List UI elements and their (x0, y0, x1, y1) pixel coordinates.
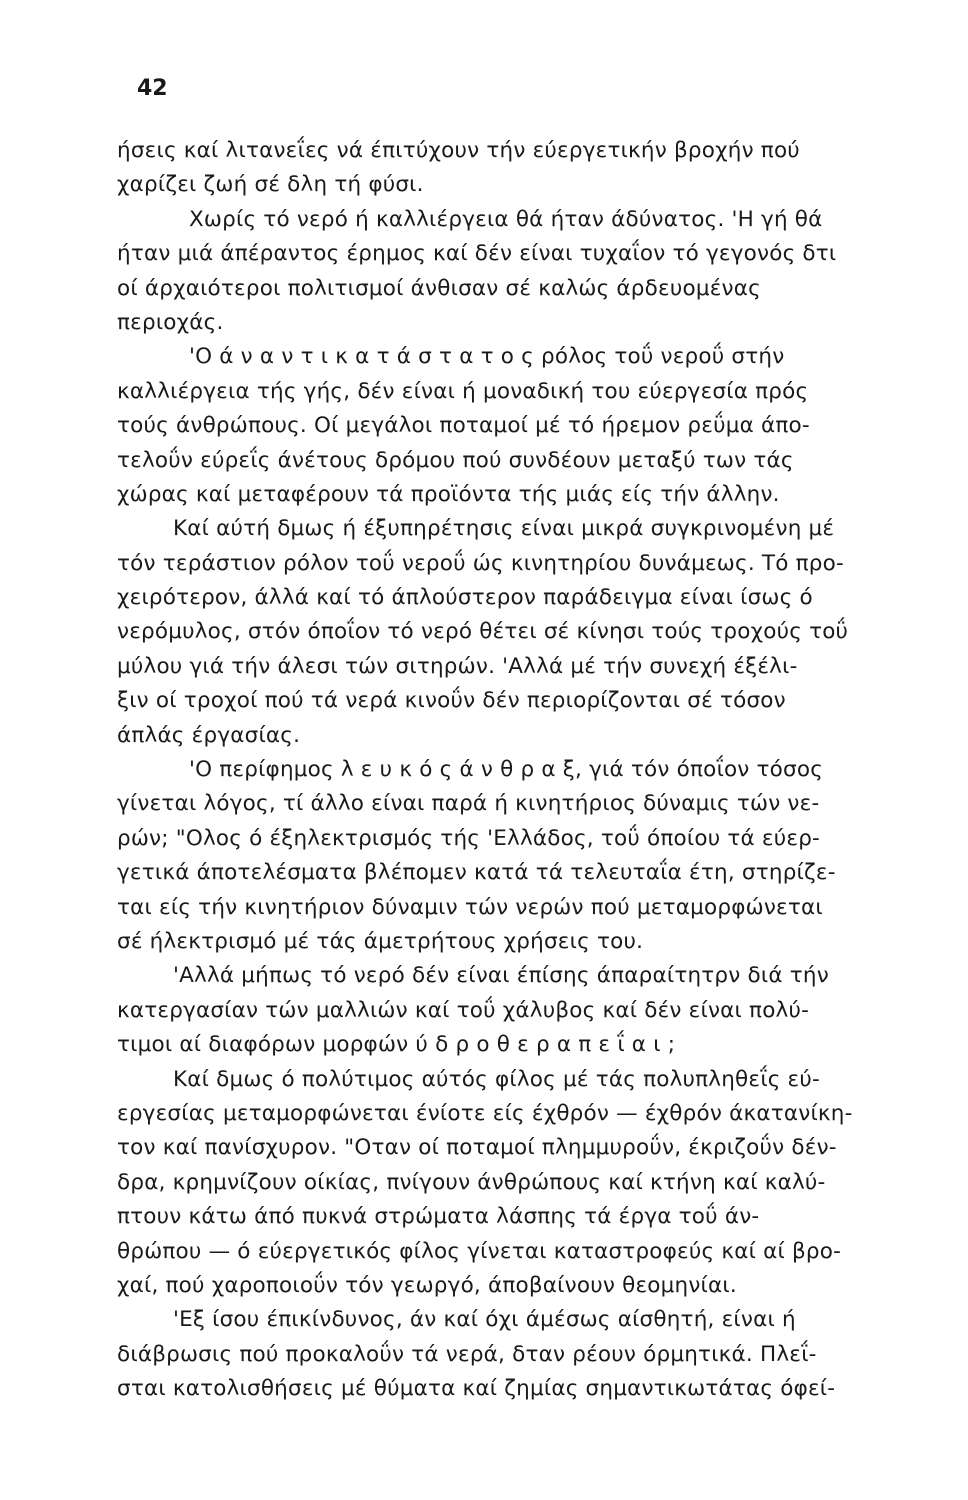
page-number: 42 (137, 76, 168, 101)
text-line: δρα, κρημνίζουν οίκίας, πνίγουν άνθρώπους καί κτήνη καί καλύ- (117, 1169, 826, 1195)
text-line: περιοχάς. (117, 309, 224, 335)
text-line: τόν τεράστιον ρόλον τοΰ νεροΰ ώς κινητηρίου δυνάμεως. Τό προ- (117, 550, 844, 576)
text-line: χαί, πού χαροποιοΰν τόν γεωργό, άποβαίνουν θεομηνίαι. (117, 1272, 737, 1298)
text-line: 'Ο περίφημος λ ε υ κ ό ς ά ν θ ρ α ξ, γιά τόν όποΐον τόσος (189, 757, 824, 783)
text-line: Καί αύτή δμως ή έξυπηρέτησις είναι μικρά συγκρινομένη μέ (173, 516, 835, 542)
text-line: τιμοι αί διαφόρων μορφών ύ δ ρ ο θ ε ρ α π ε ΐ α ι ; (117, 1032, 676, 1058)
text-line: ήταν μιά άπέραντος έρημος καί δέν είναι τυχαΐον τό γεγονός δτι (117, 241, 837, 267)
text-line: ξιν οί τροχοί πού τά νερά κινοΰν δέν περιορίζονται σέ τόσον (117, 688, 786, 714)
text-line: πτουν κάτω άπό πυκνά στρώματα λάσπης τά έργα τοΰ άν- (117, 1204, 760, 1230)
text-line: οί άρχαιότεροι πολιτισμοί άνθισαν σέ καλώς άρδευομένας (117, 275, 761, 301)
text-line: καλλιέργεια τής γής, δέν είναι ή μοναδική του εύεργεσία πρός (117, 378, 809, 404)
text-line: Χωρίς τό νερό ή καλλιέργεια θά ήταν άδύνατος. 'Η γή θά (189, 206, 823, 232)
text-line: εργεσίας μεταμορφώνεται ένίοτε είς έχθρόν — έχθρόν άκατανίκη- (117, 1100, 853, 1126)
text-line: μύλου γιά τήν άλεσι τών σιτηρών. 'Αλλά μέ τήν συνεχή έξέλι- (117, 653, 798, 679)
body-text (117, 134, 935, 1406)
text-line: τούς άνθρώπους. Οί μεγάλοι ποταμοί μέ τό ήρεμον ρεΰμα άπο- (117, 413, 810, 439)
text-line: ήσεις καί λιτανεΐες νά έπιτύχουν τήν εύεργετικήν βροχήν πού (117, 138, 800, 163)
text-line: 'Ο ά ν α ν τ ι κ α τ ά σ τ α τ ο ς ρόλος τοΰ νεροΰ στήν (189, 344, 785, 370)
text-line: Καί δμως ό πολύτιμος αύτός φίλος μέ τάς πολυπληθεΐς εύ- (173, 1066, 820, 1092)
text-line: 'Αλλά μήπως τό νερό δέν είναι έπίσης άπαραίτητρν διά τήν (173, 963, 829, 989)
text-line: κατεργασίαν τών μαλλιών καί τοΰ χάλυβος καί δέν είναι πολύ- (117, 997, 810, 1023)
text-line: τον καί πανίσχυρον. "Οταν οί ποταμοί πλημμυροΰν, έκριζοΰν δέν- (117, 1135, 837, 1161)
text-line: σται κατολισθήσεις μέ θύματα καί ζημίας σημαντικωτάτας όφεί- (117, 1376, 836, 1402)
text-line: ρών; "Ολος ό έξηλεκτρισμός τής 'Ελλάδος, τοΰ όποίου τά εύερ- (117, 825, 821, 851)
text-line: σέ ήλεκτρισμό μέ τάς άμετρήτους χρήσεις του. (117, 928, 644, 954)
text-line: διάβρωσις πού προκαλοΰν τά νερά, δταν ρέουν όρμητικά. Πλεΐ- (117, 1341, 817, 1367)
text-line: γίνεται λόγος, τί άλλο είναι παρά ή κινητήριος δύναμις τών νε- (117, 791, 820, 817)
text-line: 'Εξ ίσου έπικίνδυνος, άν καί όχι άμέσως αίσθητή, είναι ή (173, 1307, 796, 1333)
text-line: νερόμυλος, στόν όποΐον τό νερό θέτει σέ κίνησι τούς τροχούς τοΰ (117, 619, 849, 645)
text-line: γετικά άποτελέσματα βλέπομεν κατά τά τελευταΐα έτη, στηρίζε- (117, 860, 836, 886)
text-line: τελοΰν εύρεΐς άνέτους δρόμου πού συνδέουν μεταξύ των τάς (117, 447, 794, 473)
text-line: χειρότερον, άλλά καί τό άπλούστερον παράδειγμα είναι ίσως ό (117, 585, 813, 611)
text-line: χαρίζει ζωή σέ δλη τή φύσι. (117, 172, 424, 198)
text-line: ται είς τήν κινητήριον δύναμιν τών νερών πού μεταμορφώνεται (117, 894, 823, 920)
text-line: χώρας καί μεταφέρουν τά προϊόντα τής μιάς είς τήν άλλην. (117, 481, 780, 507)
text-line: άπλάς έργασίας. (117, 722, 301, 748)
text-line: θρώπου — ό εύεργετικός φίλος γίνεται καταστροφεύς καί αί βρο- (117, 1238, 842, 1264)
